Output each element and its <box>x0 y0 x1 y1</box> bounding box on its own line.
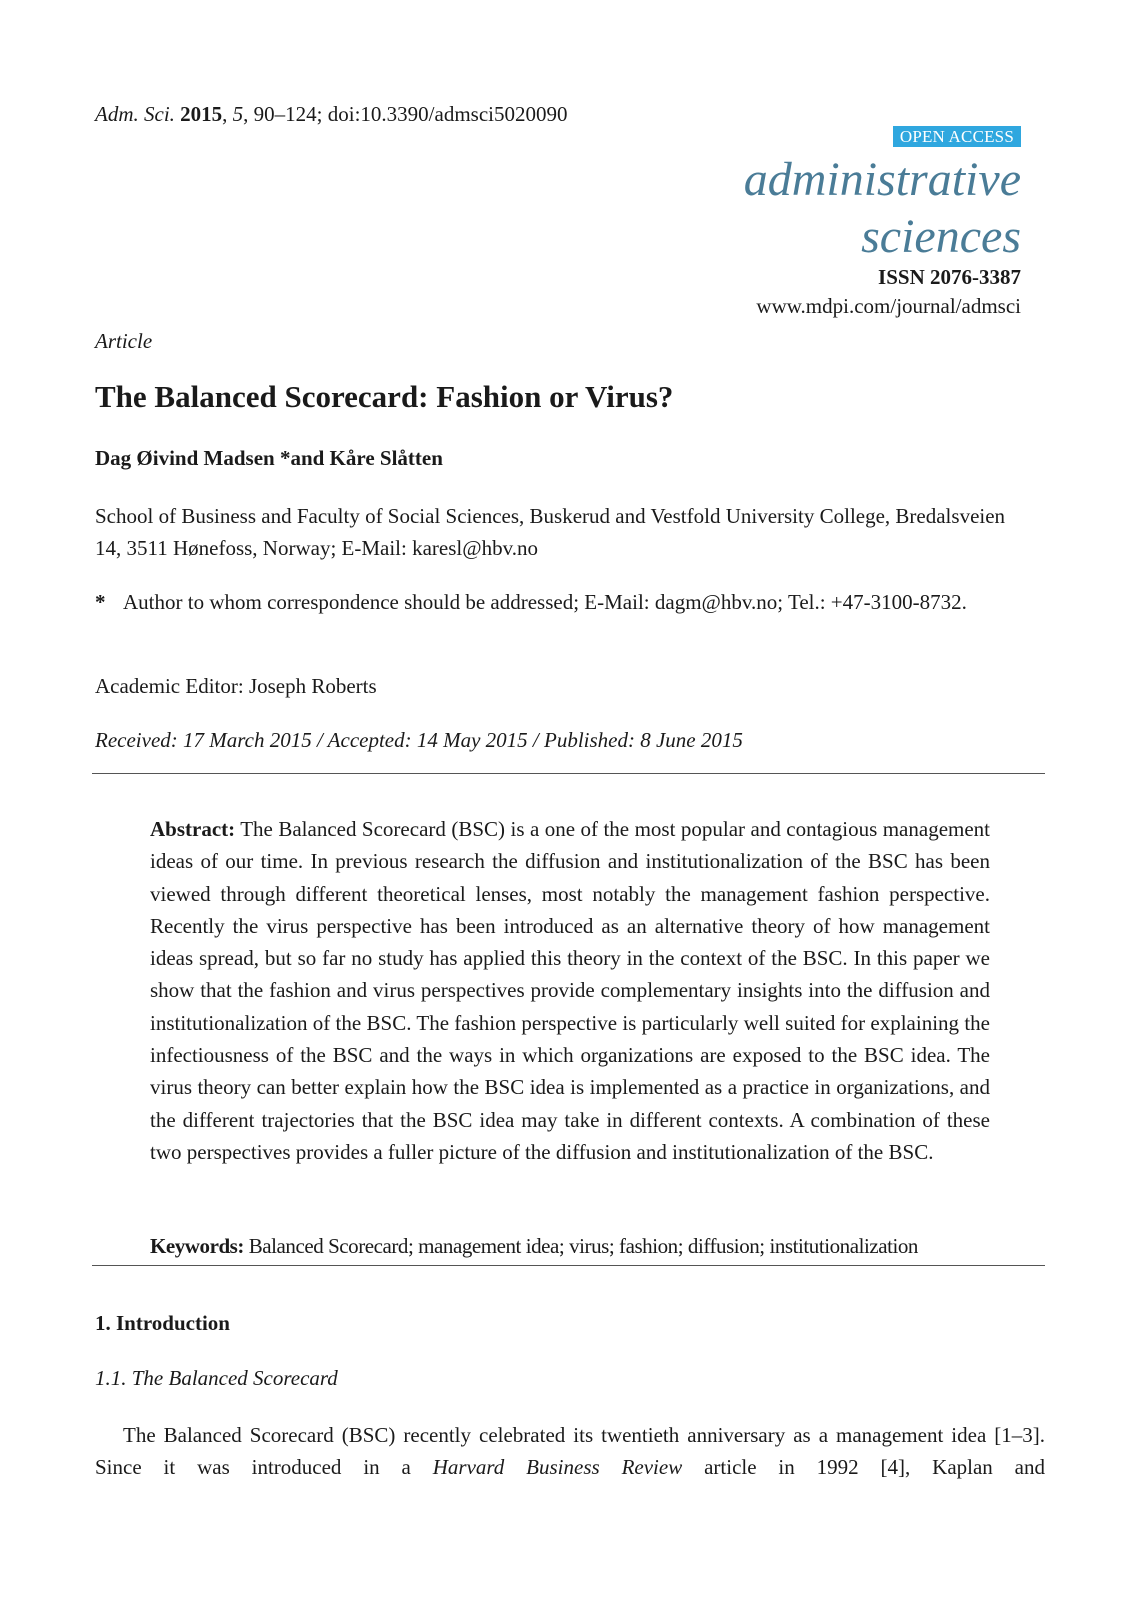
academic-editor: Academic Editor: Joseph Roberts <box>95 674 377 698</box>
intro-paragraph <box>95 1419 1045 1483</box>
open-access-badge: OPEN ACCESS <box>893 126 1021 147</box>
keywords <box>150 1233 1010 1259</box>
journal-name-line1: administrative <box>743 153 1021 206</box>
abstract-label: Abstract: <box>150 817 236 841</box>
pages-doi: , 90–124; doi:10.3390/admsci5020090 <box>243 102 568 126</box>
abstract-bottom-divider <box>92 1265 1045 1266</box>
journal-logo <box>744 151 1021 265</box>
keywords-text: Balanced Scorecard; management idea; virus; fashion; diffusion; institutionalization <box>248 1234 918 1258</box>
journal-website: www.mdpi.com/journal/admsci <box>756 294 1021 318</box>
correspondence-text: Author to whom correspondence should be addressed; E-Mail: dagm@hbv.no; Tel.: +47-3100-8732. <box>123 590 967 614</box>
keywords-label: Keywords: <box>150 1234 244 1258</box>
section-heading: 1. Introduction <box>95 1311 230 1335</box>
intro-text-part1: The Balanced Scorecard (BSC) recently celebrated its twentieth anniversary as a management idea [1–3]. Since it was introduced in a <box>95 1423 1045 1479</box>
correspondence-mark: * <box>95 590 106 614</box>
abstract <box>150 813 990 1168</box>
publication-dates: Received: 17 March 2015 / Accepted: 14 May 2015 / Published: 8 June 2015 <box>95 728 743 752</box>
intro-text-journal: Harvard Business Review <box>432 1455 683 1479</box>
correspondence-note <box>95 586 1035 618</box>
abstract-top-divider <box>92 773 1045 774</box>
article-type: Article <box>95 329 153 353</box>
affiliation: School of Business and Faculty of Social Sciences, Buskerud and Vestfold University College, Bredalsveien 14, 3511 Hønefoss, Norway; E-Mail: karesl@hbv.no <box>95 504 1006 560</box>
subsection-heading: 1.1. The Balanced Scorecard <box>95 1366 338 1390</box>
journal-name-line2: sciences <box>861 210 1021 263</box>
authors: Dag Øivind Madsen *and Kåre Slåtten <box>95 446 443 470</box>
abstract-text: The Balanced Scorecard (BSC) is a one of the most popular and contagious management ideas of our time. In previous research the diffusion and institutionalization of the BSC has been viewed through different theoretical lenses, most notably the management fashion perspective. Recently the virus perspective has been introduced as an alternative theory of how management ideas spread, but so far no study has applied this theory in the context of the BSC. In this paper we show that the fashion and virus perspectives provide complementary insights into the diffusion and institutionalization of the BSC. The fashion perspective is particularly well suited for explaining the infectiousness of the BSC and the ways in which organizations are exposed to the BSC idea. The virus theory can better explain how the BSC idea is implemented as a practice in organizations, and the different trajectories that the BSC idea may take in different contexts. A combination of these two perspectives provides a fuller picture of the diffusion and institutionalization of the BSC. <box>150 817 991 1164</box>
citation-line: Adm. Sci. 2015, 5, 90–124; doi:10.3390/admsci5020090 <box>95 102 568 126</box>
journal-abbrev: Adm. Sci. <box>95 102 175 126</box>
publication-year: 2015 <box>180 102 223 126</box>
paper-title: The Balanced Scorecard: Fashion or Virus? <box>95 379 674 414</box>
volume-number: 5 <box>232 102 244 126</box>
issn: ISSN 2076-3387 <box>878 265 1021 289</box>
intro-text-part2: article in 1992 [4], Kaplan and <box>682 1455 1045 1479</box>
